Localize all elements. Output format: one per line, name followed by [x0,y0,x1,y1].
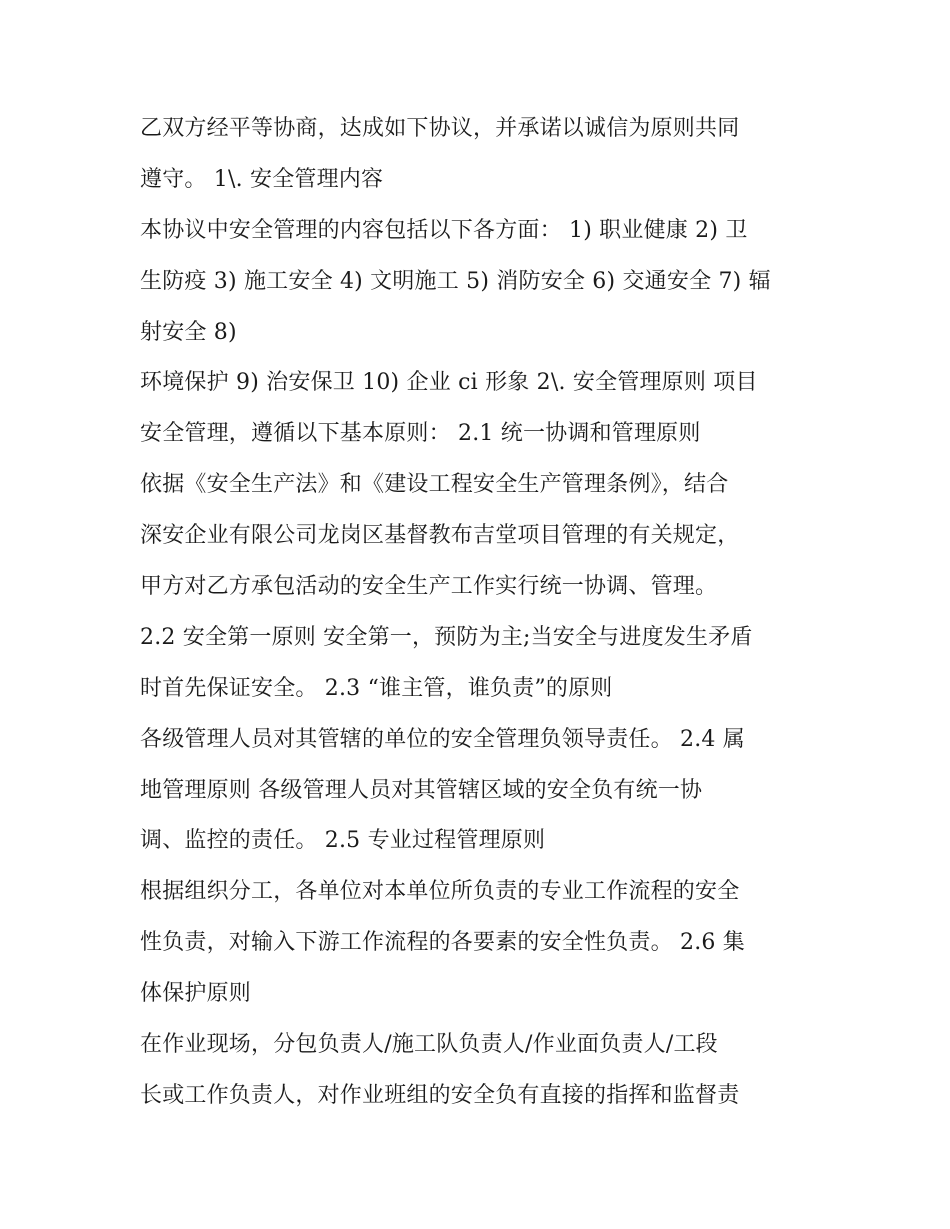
text-line: 生防疫 3) 施工安全 4) 文明施工 5) 消防安全 6) 交通安全 7) 辐 [140,268,771,294]
text-line: 乙双方经平等协商，达成如下协议，并承诺以诚信为原则共同 [140,116,740,141]
text-line: 性负责，对输入下游工作流程的各要素的安全性负责。 2.6 集 [140,930,745,956]
document-body [140,104,830,1122]
text-line: 在作业现场，分包负责人/施工队负责人/作业面负责人/工段 [140,1032,718,1058]
text-line: 时首先保证安全。 2.3 “谁主管，谁负责”的原则 [140,675,613,701]
text-line: 各级管理人员对其管辖的单位的安全管理负领导责任。 2.4 属 [140,726,745,752]
text-line: 调、监控的责任。 2.5 专业过程管理原则 [140,828,546,854]
text-line: 遵守。 1\. 安全管理内容 [140,166,384,192]
text-line: 依据《安全生产法》和《建设工程安全生产管理条例》，结合 [140,472,729,498]
text-line: 射安全 8) [140,319,237,345]
text-line: 地管理原则 各级管理人员对其管辖区域的安全负有统一协 [140,777,703,803]
text-line: 环境保护 9) 治安保卫 10) 企业 ci 形象 2\. 安全管理原则 项目 [140,370,758,396]
text-line: 2.2 安全第一原则 安全第一，预防为主;当安全与进度发生矛盾 [140,624,753,650]
text-line: 根据组织分工，各单位对本单位所负责的专业工作流程的安全 [140,879,740,905]
text-line: 深安企业有限公司龙岗区基督教布吉堂项目管理的有关规定， [140,523,740,549]
text-line: 长或工作负责人，对作业班组的安全负有直接的指挥和监督责 [140,1082,740,1108]
text-line: 本协议中安全管理的内容包括以下各方面： 1) 职业健康 2) 卫 [140,217,748,243]
text-line: 体保护原则 [140,981,252,1007]
text-line: 安全管理，遵循以下基本原则： 2.1 统一协调和管理原则 [140,421,701,447]
text-line: 甲方对乙方承包活动的安全生产工作实行统一协调、管理。 [140,574,718,600]
